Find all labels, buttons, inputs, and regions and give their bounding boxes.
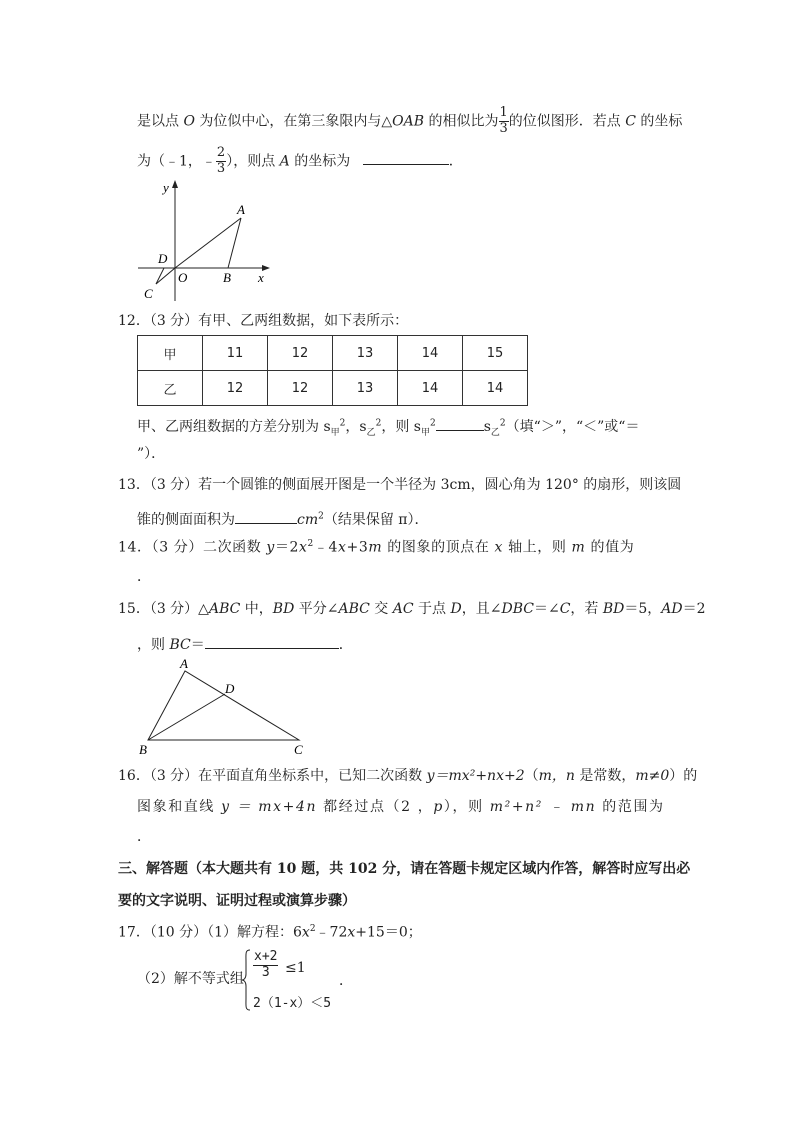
section-3-heading-cont: 要的文字说明、证明过程或演算步骤）	[118, 893, 356, 909]
answer-blank-q15[interactable]	[205, 634, 339, 649]
label-o: O	[178, 270, 188, 285]
q15-line2: ，则 BC＝ ．	[137, 634, 353, 652]
table-cell: 14	[398, 371, 463, 406]
q16-line1: 16．（3 分）在平面直角坐标系中，已知二次函数 y＝mx²+nx+2（m，n 是常数，m≠0）的	[118, 768, 698, 784]
label-y: y	[163, 180, 169, 195]
q12-data-table	[137, 335, 528, 406]
row-label: 乙	[138, 371, 203, 406]
label-a: A	[180, 656, 188, 671]
label-c: C	[294, 742, 303, 757]
label-b: B	[223, 270, 231, 285]
q13-line2: 锥的侧面面积为 $cm^2$（结果保留 π）．	[137, 509, 429, 527]
label-x: x	[258, 270, 264, 285]
q12-line-b: ”）．	[137, 446, 166, 462]
q16-line2: 图象和直线 y ＝ mx+4n 都经过点（2 ，p），则 m²+n² ﹣ mn 的范围为	[137, 799, 665, 815]
answer-blank-q12[interactable]	[436, 416, 484, 431]
segment-oc	[156, 268, 175, 284]
segment-bd	[148, 694, 225, 740]
table-cell: 13	[333, 371, 398, 406]
row-label: 甲	[138, 336, 203, 371]
answer-blank-q11[interactable]	[363, 150, 449, 165]
q16-line3: ．	[137, 829, 151, 845]
q12-stem: 12．（3 分）有甲、乙两组数据，如下表所示：	[118, 313, 409, 329]
table-cell: 12	[268, 371, 333, 406]
table-cell: 14	[463, 371, 528, 406]
table-cell: 12	[268, 336, 333, 371]
table-row	[138, 371, 528, 406]
coord-fraction: $\frac{2}{3}$	[216, 145, 226, 176]
q11-line2: 为（﹣1，﹣ $\frac{2}{3}$ ），则点 A 的坐标为 ．	[137, 145, 463, 176]
label-a: A	[237, 202, 245, 217]
system-brace	[241, 948, 251, 1012]
q14-line1: 14．（3 分）二次函数 $y=2x^2﹣4x+3m$ 的图象的顶点在 x 轴上，则 m 的值为	[118, 539, 635, 556]
q15-figure	[136, 656, 316, 758]
q11-line1: 是以点 O 为位似中心，在第三象限内与△OAB 的相似比为 $\frac{1}{3}$ 的位似图形．若点 C 的坐标	[137, 105, 683, 136]
label-d: D	[225, 681, 235, 696]
segment-oa	[175, 218, 241, 268]
q12-line-a: 甲、乙两组数据的方差分别为 $s_甲^2$，$s_乙^2$，则 $s_甲^2$ $s_乙^2$（填“＞”，“＜”或“＝	[137, 416, 639, 438]
label-c: C	[144, 286, 153, 301]
q17-line1: 17．（10 分）（1）解方程：$6x^2﹣72x+15=0$；	[118, 924, 422, 941]
table-cell: 14	[398, 336, 463, 371]
segment-ab	[228, 218, 241, 268]
q11-figure	[130, 176, 280, 306]
triangle-abc	[148, 671, 299, 740]
table-cell: 12	[203, 371, 268, 406]
table-cell: 15	[463, 336, 528, 371]
segment-cd	[156, 268, 164, 284]
y-arrow	[172, 180, 178, 188]
ineq1-fraction: $\frac{x+2}{3}$	[254, 949, 278, 980]
label-b: B	[139, 742, 147, 757]
table-cell: 11	[203, 336, 268, 371]
q13-line1: 13．（3 分）若一个圆锥的侧面展开图是一个半径为 3cm，圆心角为 120° 的扇形，则该圆	[118, 477, 682, 493]
ratio-fraction: $\frac{1}{3}$	[499, 105, 508, 136]
table-cell: 13	[333, 336, 398, 371]
q15-line1: 15．（3 分）△ABC 中，BD 平分∠ABC 交 AC 于点 D，且∠DBC＝∠C，若 BD＝5，AD＝2	[118, 601, 706, 617]
answer-blank-q13[interactable]	[235, 509, 297, 524]
table-row	[138, 336, 528, 371]
label-d: D	[158, 251, 168, 266]
section-3-heading: 三、解答题（本大题共有 10 题，共 102 分，请在答题卡规定区域内作答，解答时应写出必	[118, 861, 691, 877]
q14-line2: ．	[137, 569, 151, 585]
